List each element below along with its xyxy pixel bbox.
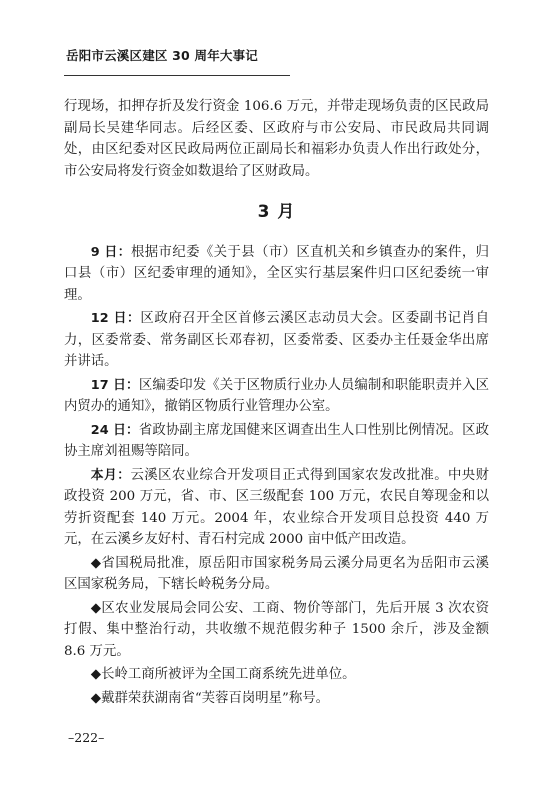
entry-date-label: 24 日： bbox=[90, 422, 139, 438]
entry-date-label: 17 日： bbox=[90, 377, 139, 393]
entry-date-label: 本月： bbox=[90, 467, 131, 483]
bullet-item: ◆戴群荣获湖南省“芙蓉百岗明星”称号。 bbox=[90, 690, 330, 706]
entry-text: 根据市纪委《关于县（市）区直机关和乡镇查办的案件，归口县（市）区纪委审理的通知》，全区实行基层案件归口区纪委统一审理。 bbox=[64, 244, 490, 303]
entry-text: 区编委印发《关于区物质行业办人员编制和职能职责并入区内贸办的通知》，撤销区物质行业管理办公室。 bbox=[64, 377, 489, 414]
continuation-paragraph: 行现场，扣押存折及发行资金 106.6 万元，并带走现场负责的区民政局副局长吴建华同志。后经区委、区政府与市公安局、市民政局共同调处，由区纪委对区民政局两位正副局长和福彩办负责人作出行政处分，市公安局将发行资金如数退给了区财政局。 bbox=[64, 99, 489, 179]
entry-9 bbox=[64, 242, 489, 307]
entry-date-label: 12 日： bbox=[90, 311, 141, 326]
header-rule bbox=[64, 75, 290, 76]
entry-date-label: 9 日： bbox=[90, 244, 131, 260]
bullet-item: ◆长岭工商所被评为全国工商系统先进单位。 bbox=[90, 667, 356, 682]
entry-text: 云溪区农业综合开发项目正式得到国家农发改批准。中央财政投资 200 万元，省、市、区三级配套 100 万元，农民自筹现金和以劳折资配套 140 万元。2004 年，农业综合开发项目总投资 440 万元，在云溪乡友好村、青石村完成 2000 亩中低产田改造。 bbox=[64, 467, 489, 547]
page-number: –222– bbox=[68, 730, 105, 745]
entry-this-month bbox=[64, 465, 489, 551]
bullet-item: ◆区农业发展局会同公安、工商、物价等部门，先后开展 3 次农资打假、集中整治行动，共收缴不规范假劣种子 1500 余斤，涉及金额 8.6 万元。 bbox=[64, 600, 489, 659]
entry-17 bbox=[64, 375, 489, 418]
section-title: 3 月 bbox=[257, 202, 296, 222]
entry-text: 省政协副主席龙国健来区调查出生人口性别比例情况。区政协主席刘祖赐等陪同。 bbox=[64, 422, 489, 459]
page-body bbox=[64, 96, 489, 709]
running-header: 岳阳市云溪区建区 30 周年大事记 bbox=[66, 48, 258, 63]
entry-24 bbox=[64, 420, 489, 463]
bullet-item: ◆省国税局批准，原岳阳市国家税务局云溪分局更名为岳阳市云溪区国家税务局，下辖长岭税务分局。 bbox=[64, 555, 489, 592]
entry-12 bbox=[64, 308, 489, 373]
entry-text: 区政府召开全区首修云溪区志动员大会。区委副书记肖自力，区委常委、常务副区长邓春初，区委常委、区委办主任聂金华出席并讲话。 bbox=[64, 311, 490, 369]
